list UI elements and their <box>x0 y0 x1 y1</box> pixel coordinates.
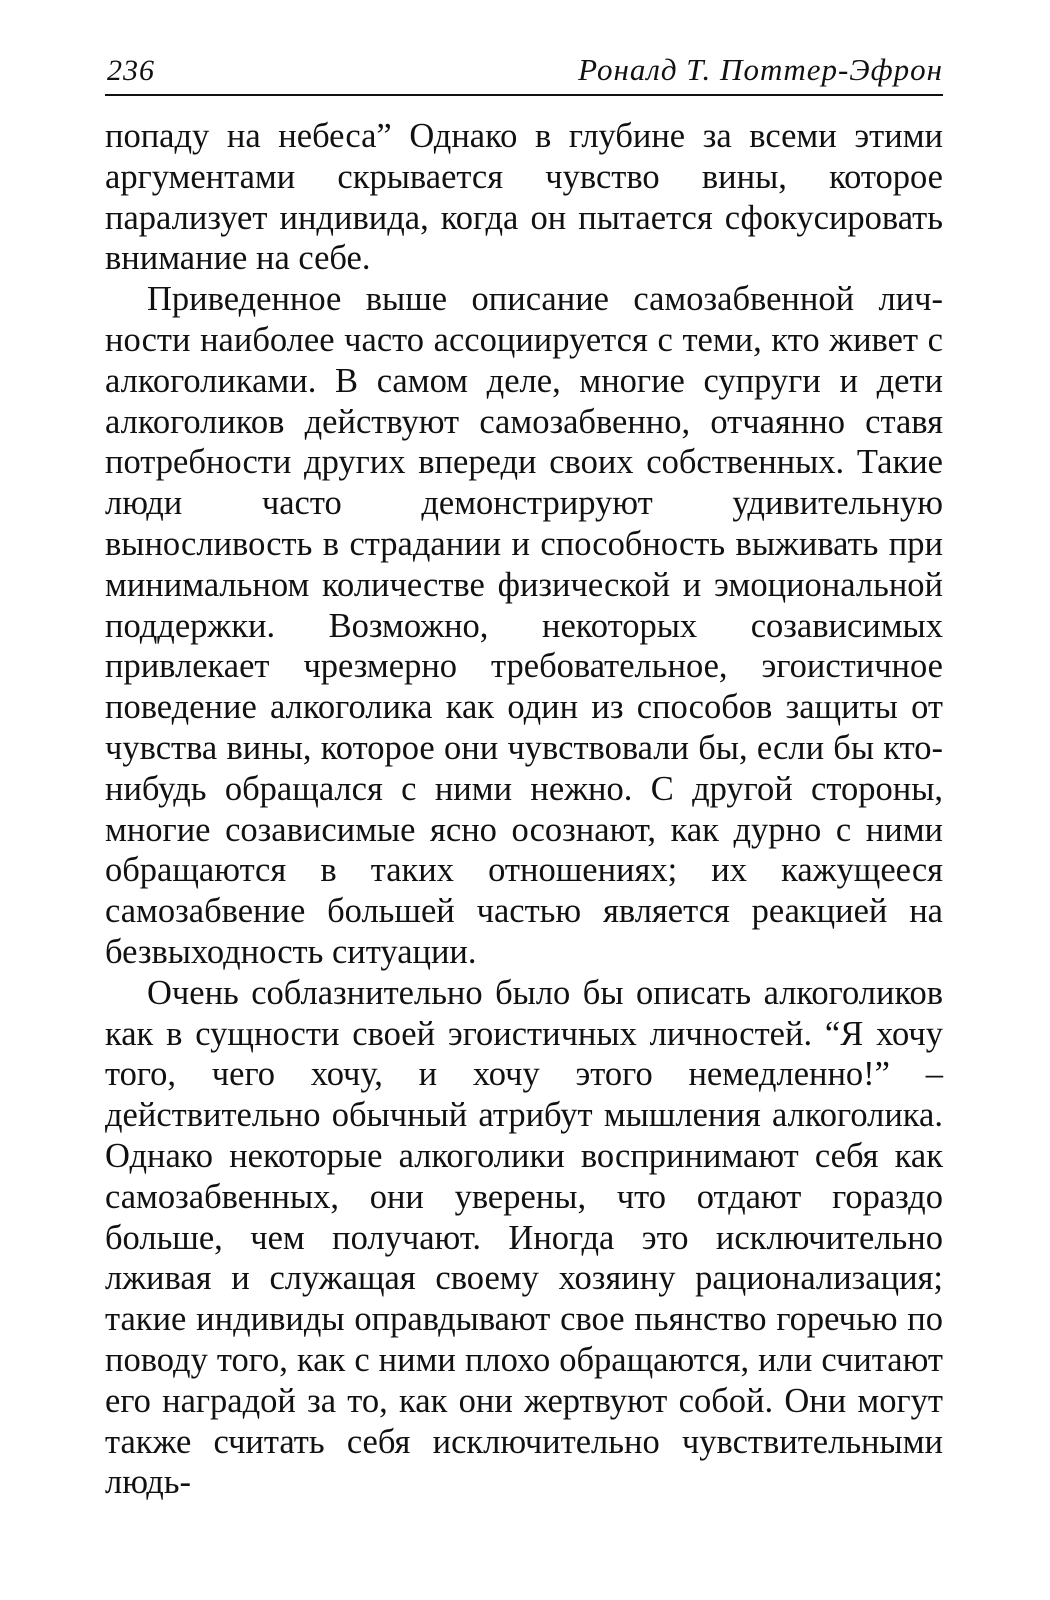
paragraph-selfless-personality: Приведенное выше описание самозабвенной личности наиболее часто ассоциируется с теми, кто живет с алкоголиками. В самом деле, многие супруги и дети алкоголиков действуют самозабвенно, отчаянно ставя потребности других впереди своих собственных. Такие люди часто демонстрируют удивительную выносливость в страдании и способность выживать при минимальном количестве физической и эмоциональной поддержки. Возможно, некоторых созависимых привлекает чрезмерно требовательное, эгоистичное поведение алкоголика как один из способов защиты от чувства вины, которое они чувствовали бы, если бы кто-нибудь обращался с ними нежно. С другой стороны, многие созависимые ясно осознают, как дурно с ними обращаются в таких отношениях; их кажущееся самозабвение большей частью является реакцией на безвыходность ситуации. <box>105 280 943 971</box>
running-head <box>105 48 943 96</box>
running-title: Роналд Т. Поттер-Эфрон <box>578 52 943 87</box>
paragraph-continued: попаду на небеса” Однако в глубине за всеми этими аргументами скрывается чувство вины, которое парализует индивида, когда он пытается сфокусировать внимание на себе. <box>105 117 943 278</box>
body-text <box>105 116 943 1503</box>
paragraph-alcoholics-description: Очень соблазнительно было бы описать алкоголиков как в сущности своей эгоистичных личностей. “Я хочу того, чего хочу, и хочу этого немедленно!” – действительно обычный атрибут мышления алкоголика. Однако некоторые алкоголики воспринимают себя как самозабвенных, они уверены, что отдают гораздо больше, чем получают. Иногда это исключительно лживая и служащая своему хозяину рационализация; такие индивиды оправдывают свое пьянство горечью по поводу того, как с ними плохо обращаются, или считают его наградой за то, как они жертвуют собой. Они могут также считать себя исключительно чувствительными людь- <box>105 973 943 1502</box>
book-page <box>105 48 943 1503</box>
page-number: 236 <box>107 54 155 87</box>
